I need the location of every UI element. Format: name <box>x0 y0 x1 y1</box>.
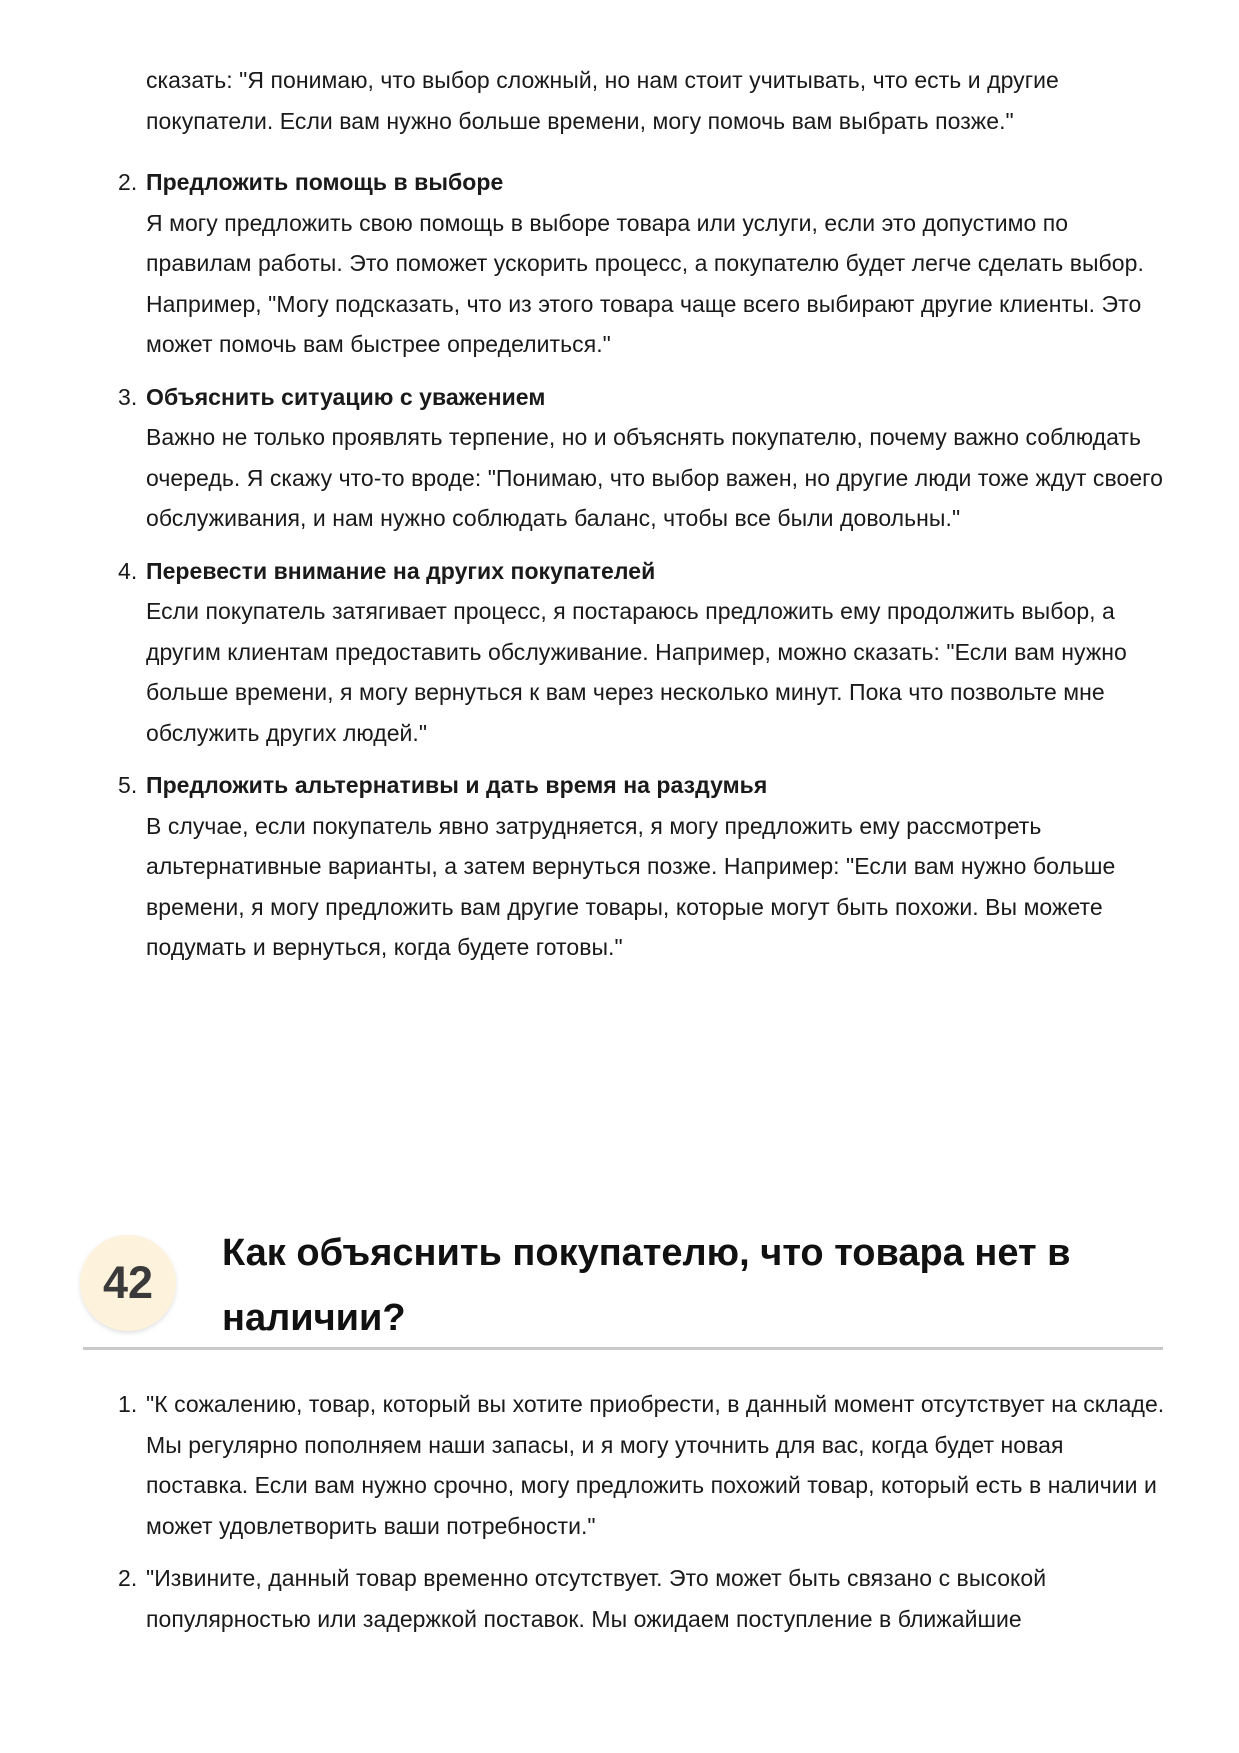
item-body: В случае, если покупатель явно затрудняется, я могу предложить ему рассмотреть альтернативные варианты, а затем вернуться позже. Например: "Если вам нужно больше времени, я могу предложить вам другие товары, которые могут быть похожи. Вы можете подумать и вернуться, когда будете готовы." <box>146 812 1116 960</box>
item-number: 5. <box>118 772 138 798</box>
item-title: Предложить альтернативы и дать время на раздумья <box>146 772 768 798</box>
list-item <box>0 162 1166 365</box>
continuation-paragraph: сказать: "Я понимаю, что выбор сложный, но нам стоит учитывать, что есть и другие покупатели. Если вам нужно больше времени, могу помочь вам выбрать позже." <box>146 67 1059 134</box>
item-number: 2. <box>118 169 138 195</box>
list-item <box>0 377 1166 539</box>
item-number: 1. <box>118 1391 138 1417</box>
item-number: 4. <box>118 557 138 584</box>
item-body: Важно не только проявлять терпение, но и объяснять покупателю, почему важно соблюдать очередь. Я скажу что-то вроде: "Понимаю, что выбор важен, но другие люди тоже ждут своего обслуживания, и нам нужно соблюдать баланс, чтобы все были довольны." <box>146 424 1163 531</box>
item-body: Если покупатель затягивает процесс, я постараюсь предложить ему продолжить выбор, а другим клиентам предоставить обслуживание. Например, можно сказать: "Если вам нужно больше времени, я могу вернуться к вам через несколько минут. Пока что позвольте мне обслужить других людей." <box>146 598 1127 746</box>
item-title: Перевести внимание на других покупателей <box>146 557 656 584</box>
item-body: "К сожалению, товар, который вы хотите приобрести, в данный момент отсутствует на складе. Мы регулярно пополняем наши запасы, и я могу уточнить для вас, когда будет новая поставка. Если вам нужно срочно, могу предложить похожий товар, который есть в наличии и может удовлетворить ваши потребности." <box>146 1391 1165 1539</box>
item-number: 3. <box>118 383 138 410</box>
list-item <box>0 765 1166 968</box>
answers-list <box>0 1384 1166 1651</box>
tips-list <box>0 162 1166 980</box>
item-title: Предложить помощь в выборе <box>146 169 504 195</box>
list-item <box>0 1558 1166 1639</box>
list-item <box>0 551 1166 754</box>
list-item <box>0 1384 1166 1546</box>
section-number-badge: 42 <box>80 1235 176 1331</box>
section-title: Как объяснить покупателю, что товара нет в наличии? <box>222 1232 1071 1339</box>
item-number: 2. <box>118 1565 138 1591</box>
item-body: "Извините, данный товар временно отсутствует. Это может быть связано с высокой популярностью или задержкой поставок. Мы ожидаем поступление в ближайшие <box>146 1565 1047 1632</box>
item-title: Объяснить ситуацию с уважением <box>146 383 546 410</box>
section-divider <box>83 1347 1163 1350</box>
item-body: Я могу предложить свою помощь в выборе товара или услуги, если это допустимо по правилам работы. Это поможет ускорить процесс, а покупателю будет легче сделать выбор. Например, "Могу подсказать, что из этого товара чаще всего выбирают другие клиенты. Это может помочь вам быстрее определиться." <box>146 209 1144 357</box>
